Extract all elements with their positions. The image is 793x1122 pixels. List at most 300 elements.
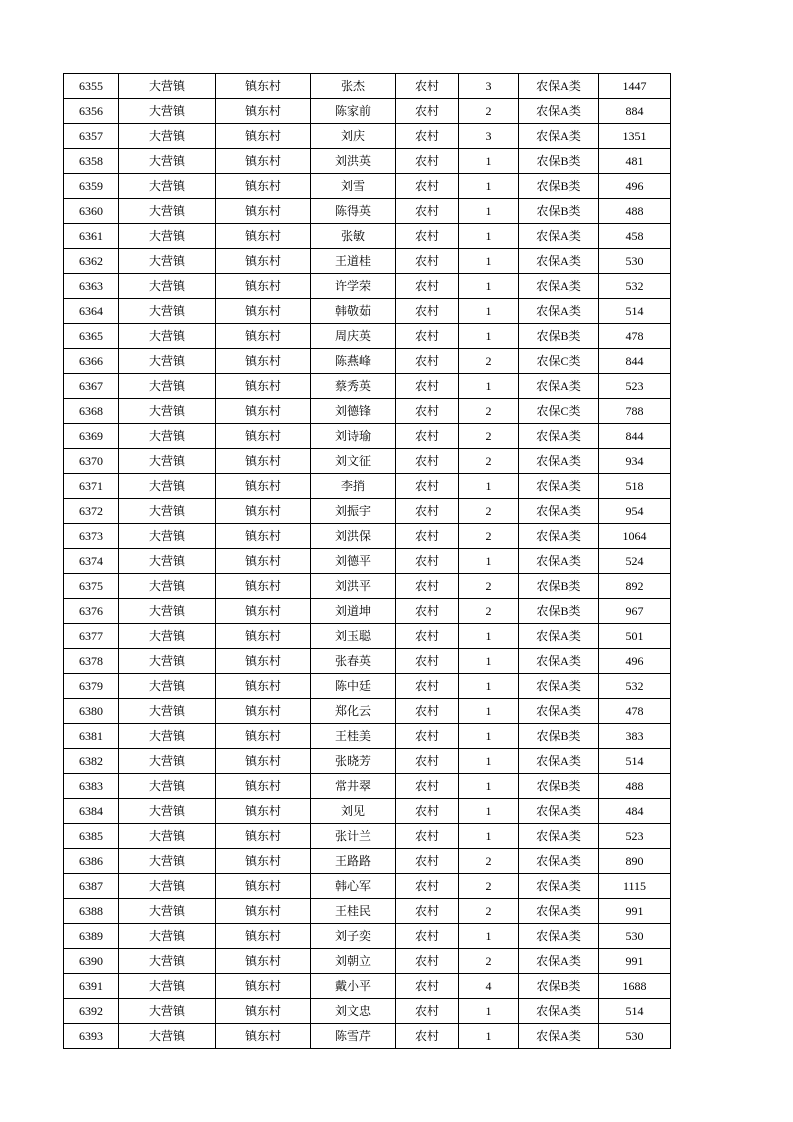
cell-town: 大营镇 [119,899,216,924]
cell-town: 大营镇 [119,249,216,274]
cell-amount: 532 [599,274,671,299]
table-row [64,849,671,874]
cell-town: 大营镇 [119,449,216,474]
cell-category: 农保A类 [519,74,599,99]
cell-name: 陈雪芹 [311,1024,396,1049]
cell-type: 农村 [396,524,459,549]
cell-id: 6382 [64,749,119,774]
cell-category: 农保B类 [519,974,599,999]
cell-amount: 524 [599,549,671,574]
cell-category: 农保B类 [519,724,599,749]
cell-town: 大营镇 [119,874,216,899]
table-row [64,799,671,824]
cell-type: 农村 [396,424,459,449]
table-row [64,1024,671,1049]
cell-village: 镇东村 [216,874,311,899]
cell-amount: 967 [599,599,671,624]
cell-type: 农村 [396,74,459,99]
table-row [64,199,671,224]
cell-category: 农保A类 [519,824,599,849]
cell-category: 农保B类 [519,174,599,199]
cell-count: 1 [459,199,519,224]
cell-name: 张晓芳 [311,749,396,774]
cell-village: 镇东村 [216,799,311,824]
cell-amount: 530 [599,1024,671,1049]
cell-id: 6358 [64,149,119,174]
cell-id: 6362 [64,249,119,274]
cell-id: 6376 [64,599,119,624]
cell-category: 农保A类 [519,1024,599,1049]
cell-name: 韩心军 [311,874,396,899]
table-row [64,399,671,424]
cell-town: 大营镇 [119,949,216,974]
cell-id: 6370 [64,449,119,474]
cell-type: 农村 [396,574,459,599]
cell-category: 农保A类 [519,999,599,1024]
table-row [64,424,671,449]
cell-id: 6360 [64,199,119,224]
cell-village: 镇东村 [216,174,311,199]
cell-amount: 954 [599,499,671,524]
cell-town: 大营镇 [119,674,216,699]
cell-village: 镇东村 [216,599,311,624]
cell-count: 1 [459,324,519,349]
cell-count: 4 [459,974,519,999]
table-row [64,324,671,349]
cell-category: 农保B类 [519,149,599,174]
cell-town: 大营镇 [119,149,216,174]
cell-category: 农保A类 [519,424,599,449]
cell-type: 农村 [396,399,459,424]
cell-village: 镇东村 [216,549,311,574]
cell-category: 农保A类 [519,499,599,524]
table-row [64,824,671,849]
table-row [64,374,671,399]
cell-type: 农村 [396,249,459,274]
cell-count: 2 [459,599,519,624]
cell-type: 农村 [396,849,459,874]
cell-type: 农村 [396,449,459,474]
cell-id: 6368 [64,399,119,424]
cell-amount: 892 [599,574,671,599]
cell-village: 镇东村 [216,674,311,699]
cell-type: 农村 [396,99,459,124]
cell-type: 农村 [396,799,459,824]
cell-town: 大营镇 [119,649,216,674]
cell-village: 镇东村 [216,499,311,524]
cell-category: 农保B类 [519,774,599,799]
cell-town: 大营镇 [119,349,216,374]
cell-amount: 530 [599,249,671,274]
cell-count: 1 [459,274,519,299]
cell-category: 农保A类 [519,124,599,149]
cell-name: 陈得英 [311,199,396,224]
table-row [64,249,671,274]
cell-type: 农村 [396,599,459,624]
cell-id: 6381 [64,724,119,749]
cell-id: 6384 [64,799,119,824]
table-row [64,899,671,924]
cell-village: 镇东村 [216,224,311,249]
table-row [64,224,671,249]
cell-count: 1 [459,824,519,849]
cell-village: 镇东村 [216,749,311,774]
cell-amount: 1447 [599,74,671,99]
cell-village: 镇东村 [216,774,311,799]
cell-type: 农村 [396,1024,459,1049]
cell-village: 镇东村 [216,324,311,349]
cell-count: 1 [459,149,519,174]
cell-amount: 523 [599,374,671,399]
cell-village: 镇东村 [216,974,311,999]
cell-amount: 1064 [599,524,671,549]
cell-type: 农村 [396,674,459,699]
cell-count: 2 [459,849,519,874]
cell-count: 1 [459,374,519,399]
cell-name: 陈家前 [311,99,396,124]
cell-count: 1 [459,299,519,324]
table-row [64,874,671,899]
cell-town: 大营镇 [119,549,216,574]
cell-town: 大营镇 [119,749,216,774]
cell-amount: 481 [599,149,671,174]
cell-town: 大营镇 [119,424,216,449]
table-row [64,949,671,974]
cell-id: 6357 [64,124,119,149]
cell-type: 农村 [396,474,459,499]
cell-village: 镇东村 [216,899,311,924]
cell-type: 农村 [396,199,459,224]
cell-id: 6359 [64,174,119,199]
cell-id: 6367 [64,374,119,399]
cell-town: 大营镇 [119,324,216,349]
cell-count: 1 [459,649,519,674]
cell-name: 刘见 [311,799,396,824]
cell-id: 6378 [64,649,119,674]
cell-type: 农村 [396,749,459,774]
cell-category: 农保B类 [519,324,599,349]
cell-type: 农村 [396,999,459,1024]
cell-type: 农村 [396,624,459,649]
cell-type: 农村 [396,824,459,849]
table-row [64,574,671,599]
cell-town: 大营镇 [119,624,216,649]
cell-amount: 844 [599,424,671,449]
cell-type: 农村 [396,324,459,349]
cell-village: 镇东村 [216,574,311,599]
cell-type: 农村 [396,949,459,974]
cell-id: 6380 [64,699,119,724]
cell-name: 刘庆 [311,124,396,149]
cell-town: 大营镇 [119,474,216,499]
cell-amount: 934 [599,449,671,474]
cell-category: 农保A类 [519,874,599,899]
cell-village: 镇东村 [216,74,311,99]
cell-category: 农保A类 [519,474,599,499]
cell-id: 6363 [64,274,119,299]
cell-town: 大营镇 [119,124,216,149]
cell-town: 大营镇 [119,974,216,999]
cell-type: 农村 [396,299,459,324]
table-row [64,774,671,799]
cell-village: 镇东村 [216,399,311,424]
cell-type: 农村 [396,974,459,999]
cell-village: 镇东村 [216,299,311,324]
table-row [64,149,671,174]
cell-category: 农保A类 [519,949,599,974]
cell-count: 2 [459,499,519,524]
table-row [64,599,671,624]
cell-id: 6377 [64,624,119,649]
cell-town: 大营镇 [119,174,216,199]
cell-id: 6389 [64,924,119,949]
cell-town: 大营镇 [119,724,216,749]
cell-village: 镇东村 [216,124,311,149]
cell-category: 农保A类 [519,649,599,674]
table-row [64,624,671,649]
cell-id: 6392 [64,999,119,1024]
cell-name: 韩敬茹 [311,299,396,324]
cell-category: 农保A类 [519,849,599,874]
cell-town: 大营镇 [119,99,216,124]
cell-id: 6379 [64,674,119,699]
cell-amount: 488 [599,774,671,799]
table-row [64,699,671,724]
cell-village: 镇东村 [216,724,311,749]
cell-village: 镇东村 [216,424,311,449]
table-row [64,724,671,749]
table-row [64,749,671,774]
cell-count: 1 [459,749,519,774]
cell-id: 6369 [64,424,119,449]
cell-count: 3 [459,74,519,99]
cell-count: 2 [459,399,519,424]
cell-village: 镇东村 [216,649,311,674]
cell-count: 1 [459,674,519,699]
cell-name: 王路路 [311,849,396,874]
cell-category: 农保A类 [519,924,599,949]
cell-town: 大营镇 [119,574,216,599]
cell-id: 6361 [64,224,119,249]
cell-name: 张春英 [311,649,396,674]
cell-name: 王道桂 [311,249,396,274]
cell-count: 1 [459,724,519,749]
cell-amount: 523 [599,824,671,849]
cell-name: 刘文忠 [311,999,396,1024]
cell-town: 大营镇 [119,299,216,324]
cell-name: 王桂民 [311,899,396,924]
cell-type: 农村 [396,874,459,899]
cell-village: 镇东村 [216,349,311,374]
cell-amount: 788 [599,399,671,424]
cell-id: 6372 [64,499,119,524]
cell-amount: 496 [599,649,671,674]
cell-amount: 488 [599,199,671,224]
cell-type: 农村 [396,349,459,374]
cell-village: 镇东村 [216,924,311,949]
cell-count: 1 [459,1024,519,1049]
benefits-table [63,73,671,1049]
cell-village: 镇东村 [216,474,311,499]
cell-village: 镇东村 [216,949,311,974]
cell-type: 农村 [396,549,459,574]
table-row [64,649,671,674]
cell-category: 农保A类 [519,99,599,124]
cell-category: 农保B类 [519,574,599,599]
cell-count: 1 [459,699,519,724]
cell-name: 许学荣 [311,274,396,299]
cell-type: 农村 [396,224,459,249]
cell-count: 2 [459,524,519,549]
cell-count: 1 [459,999,519,1024]
cell-amount: 478 [599,324,671,349]
cell-id: 6391 [64,974,119,999]
cell-count: 1 [459,474,519,499]
cell-count: 2 [459,349,519,374]
cell-name: 刘玉聪 [311,624,396,649]
cell-category: 农保A类 [519,624,599,649]
cell-id: 6373 [64,524,119,549]
cell-amount: 484 [599,799,671,824]
cell-village: 镇东村 [216,1024,311,1049]
cell-town: 大营镇 [119,374,216,399]
table-row [64,349,671,374]
cell-id: 6385 [64,824,119,849]
cell-count: 2 [459,874,519,899]
cell-village: 镇东村 [216,249,311,274]
cell-id: 6375 [64,574,119,599]
cell-amount: 890 [599,849,671,874]
table-row [64,124,671,149]
cell-amount: 514 [599,299,671,324]
cell-village: 镇东村 [216,849,311,874]
cell-count: 1 [459,774,519,799]
cell-town: 大营镇 [119,399,216,424]
cell-id: 6371 [64,474,119,499]
cell-category: 农保A类 [519,674,599,699]
cell-category: 农保A类 [519,749,599,774]
cell-town: 大营镇 [119,524,216,549]
cell-name: 王桂美 [311,724,396,749]
cell-category: 农保C类 [519,349,599,374]
cell-village: 镇东村 [216,99,311,124]
cell-name: 陈燕峰 [311,349,396,374]
cell-category: 农保A类 [519,899,599,924]
cell-town: 大营镇 [119,699,216,724]
cell-name: 刘诗瑜 [311,424,396,449]
cell-type: 农村 [396,699,459,724]
cell-village: 镇东村 [216,199,311,224]
cell-amount: 514 [599,749,671,774]
cell-type: 农村 [396,149,459,174]
cell-count: 1 [459,799,519,824]
cell-id: 6374 [64,549,119,574]
cell-village: 镇东村 [216,524,311,549]
cell-name: 刘朝立 [311,949,396,974]
table-row [64,674,671,699]
cell-category: 农保A类 [519,449,599,474]
cell-count: 2 [459,949,519,974]
cell-name: 刘洪平 [311,574,396,599]
cell-amount: 514 [599,999,671,1024]
cell-amount: 478 [599,699,671,724]
cell-id: 6386 [64,849,119,874]
cell-type: 农村 [396,924,459,949]
cell-category: 农保A类 [519,549,599,574]
cell-category: 农保A类 [519,524,599,549]
cell-category: 农保B类 [519,599,599,624]
cell-type: 农村 [396,124,459,149]
cell-type: 农村 [396,724,459,749]
cell-count: 1 [459,249,519,274]
cell-town: 大营镇 [119,74,216,99]
cell-town: 大营镇 [119,774,216,799]
cell-amount: 383 [599,724,671,749]
table-row [64,74,671,99]
cell-name: 刘振宇 [311,499,396,524]
cell-village: 镇东村 [216,274,311,299]
table-row [64,174,671,199]
cell-id: 6388 [64,899,119,924]
cell-count: 1 [459,549,519,574]
cell-amount: 844 [599,349,671,374]
table-row [64,274,671,299]
cell-name: 常井翠 [311,774,396,799]
cell-town: 大营镇 [119,924,216,949]
table-row [64,924,671,949]
cell-town: 大营镇 [119,274,216,299]
cell-name: 周庆英 [311,324,396,349]
cell-id: 6383 [64,774,119,799]
cell-name: 刘德锋 [311,399,396,424]
cell-name: 刘文征 [311,449,396,474]
cell-town: 大营镇 [119,1024,216,1049]
cell-amount: 496 [599,174,671,199]
cell-category: 农保A类 [519,799,599,824]
cell-amount: 458 [599,224,671,249]
cell-town: 大营镇 [119,599,216,624]
cell-amount: 991 [599,949,671,974]
table-row [64,974,671,999]
cell-id: 6364 [64,299,119,324]
table-row [64,474,671,499]
cell-amount: 518 [599,474,671,499]
cell-category: 农保C类 [519,399,599,424]
cell-type: 农村 [396,274,459,299]
cell-amount: 884 [599,99,671,124]
cell-category: 农保A类 [519,299,599,324]
cell-village: 镇东村 [216,699,311,724]
cell-count: 3 [459,124,519,149]
cell-count: 1 [459,924,519,949]
cell-name: 刘洪英 [311,149,396,174]
table-row [64,499,671,524]
cell-amount: 501 [599,624,671,649]
cell-type: 农村 [396,649,459,674]
cell-name: 戴小平 [311,974,396,999]
cell-village: 镇东村 [216,449,311,474]
cell-amount: 530 [599,924,671,949]
cell-id: 6356 [64,99,119,124]
cell-id: 6390 [64,949,119,974]
cell-amount: 991 [599,899,671,924]
cell-village: 镇东村 [216,824,311,849]
table-row [64,549,671,574]
cell-name: 刘德平 [311,549,396,574]
cell-name: 刘子奕 [311,924,396,949]
cell-name: 刘道坤 [311,599,396,624]
cell-count: 2 [459,449,519,474]
